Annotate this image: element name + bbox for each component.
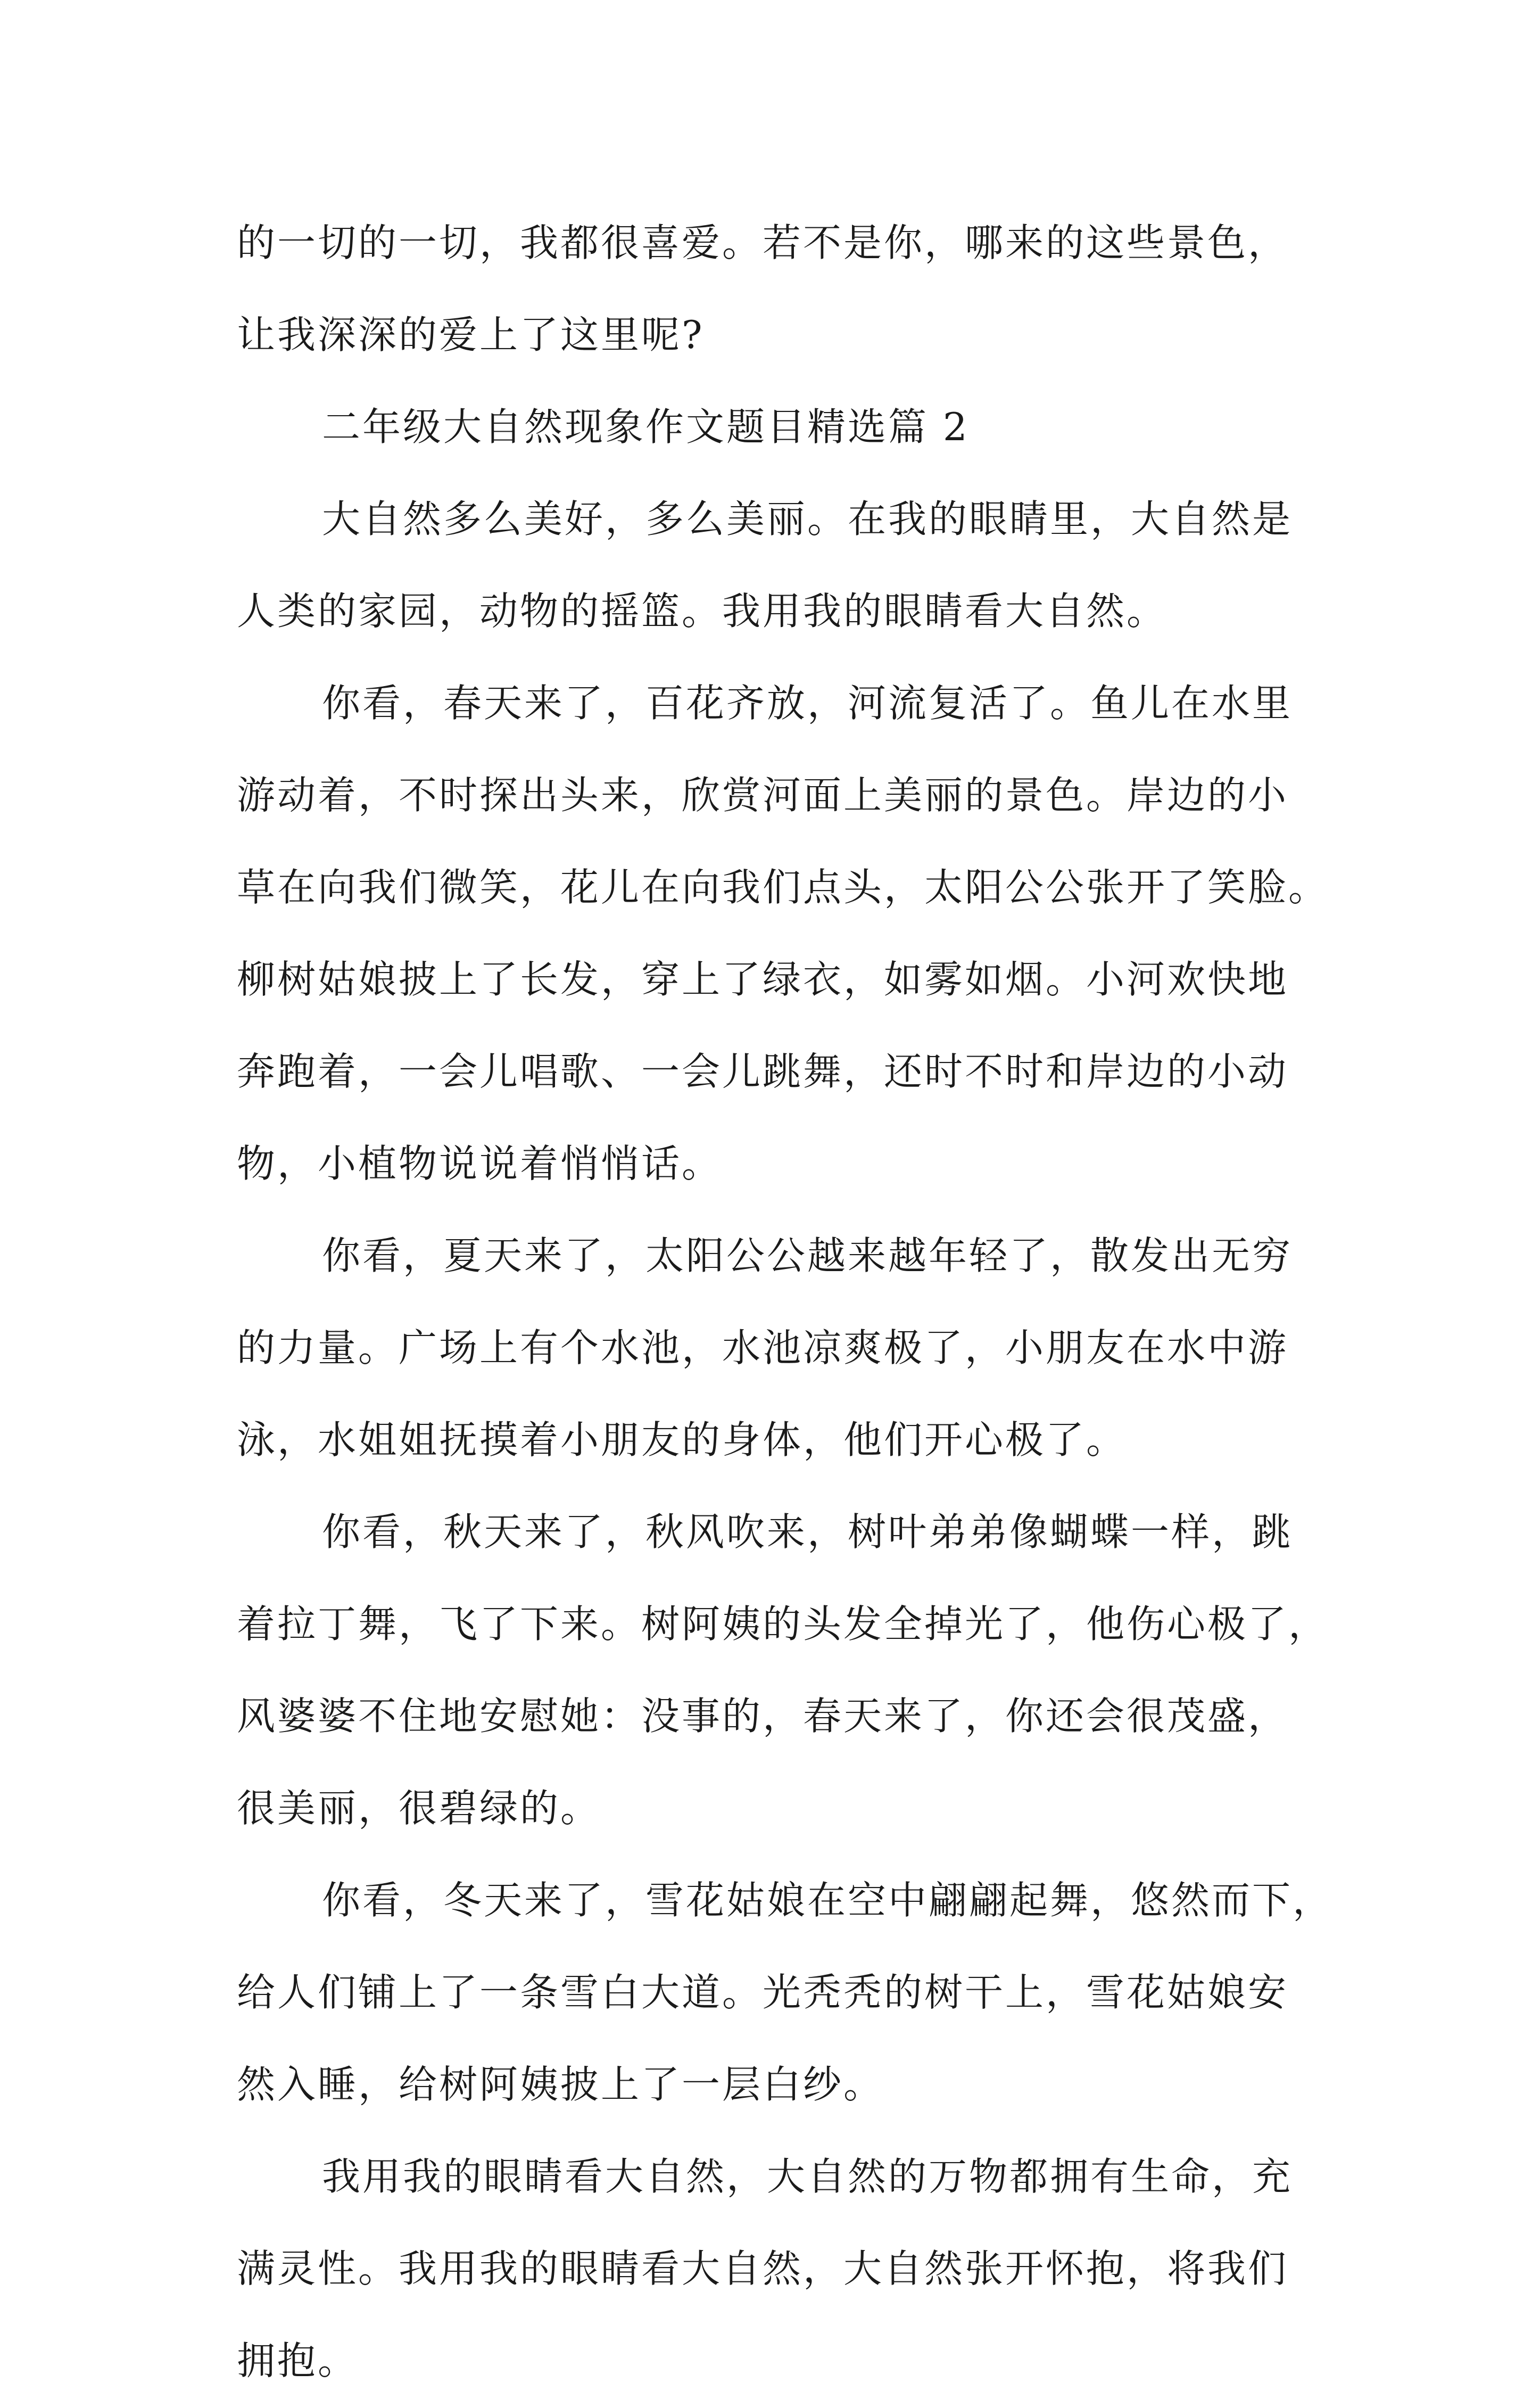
text-line: 你看，冬天来了，雪花姑娘在空中翩翩起舞，悠然而下，	[322, 1878, 1334, 1923]
text-line: 的一切的一切，我都很喜爱。若不是你，哪来的这些景色，	[237, 220, 1289, 265]
text-line: 柳树姑娘披上了长发，穿上了绿衣，如雾如烟。小河欢快地	[237, 957, 1289, 1002]
text-line: 给人们铺上了一条雪白大道。光秃秃的树干上，雪花姑娘安	[237, 1970, 1289, 2015]
text-line: 你看，秋天来了，秋风吹来，树叶弟弟像蝴蝶一样，跳	[322, 1510, 1293, 1554]
text-line: 物，小植物说说着悄悄话。	[237, 1141, 723, 1186]
text-line: 游动着，不时探出头来，欣赏河面上美丽的景色。岸边的小	[237, 773, 1289, 818]
text-line: 的力量。广场上有个水池，水池凉爽极了，小朋友在水中游	[237, 1325, 1289, 1370]
section-heading: 二年级大自然现象作文题目精选篇 2	[322, 405, 970, 449]
text-line: 你看，夏天来了，太阳公公越来越年轻了，散发出无穷	[322, 1233, 1293, 1278]
text-line: 然入睡，给树阿姨披上了一层白纱。	[237, 2062, 884, 2107]
document-body	[237, 197, 1334, 2407]
text-line: 让我深深的爱上了这里呢?	[237, 312, 705, 357]
text-line: 着拉丁舞，飞了下来。树阿姨的头发全掉光了，他伤心极了，	[237, 1602, 1329, 1646]
text-line: 我用我的眼睛看大自然，大自然的万物都拥有生命，充	[322, 2154, 1293, 2199]
text-line: 满灵性。我用我的眼睛看大自然，大自然张开怀抱，将我们	[237, 2246, 1289, 2291]
text-line: 很美丽，很碧绿的。	[237, 1786, 601, 1831]
text-line: 大自然多么美好，多么美丽。在我的眼睛里，大自然是	[322, 497, 1293, 541]
text-line: 泳，水姐姐抚摸着小朋友的身体，他们开心极了。	[237, 1417, 1127, 1462]
text-line: 草在向我们微笑，花儿在向我们点头，太阳公公张开了笑脸。	[237, 865, 1329, 910]
text-line: 风婆婆不住地安慰她：没事的，春天来了，你还会很茂盛，	[237, 1694, 1289, 1738]
text-line: 拥抱。	[237, 2338, 359, 2383]
text-line: 人类的家园，动物的摇篮。我用我的眼睛看大自然。	[237, 589, 1168, 633]
text-line: 奔跑着，一会儿唱歌、一会儿跳舞，还时不时和岸边的小动	[237, 1049, 1289, 1094]
text-line: 你看，春天来了，百花齐放，河流复活了。鱼儿在水里	[322, 681, 1293, 726]
